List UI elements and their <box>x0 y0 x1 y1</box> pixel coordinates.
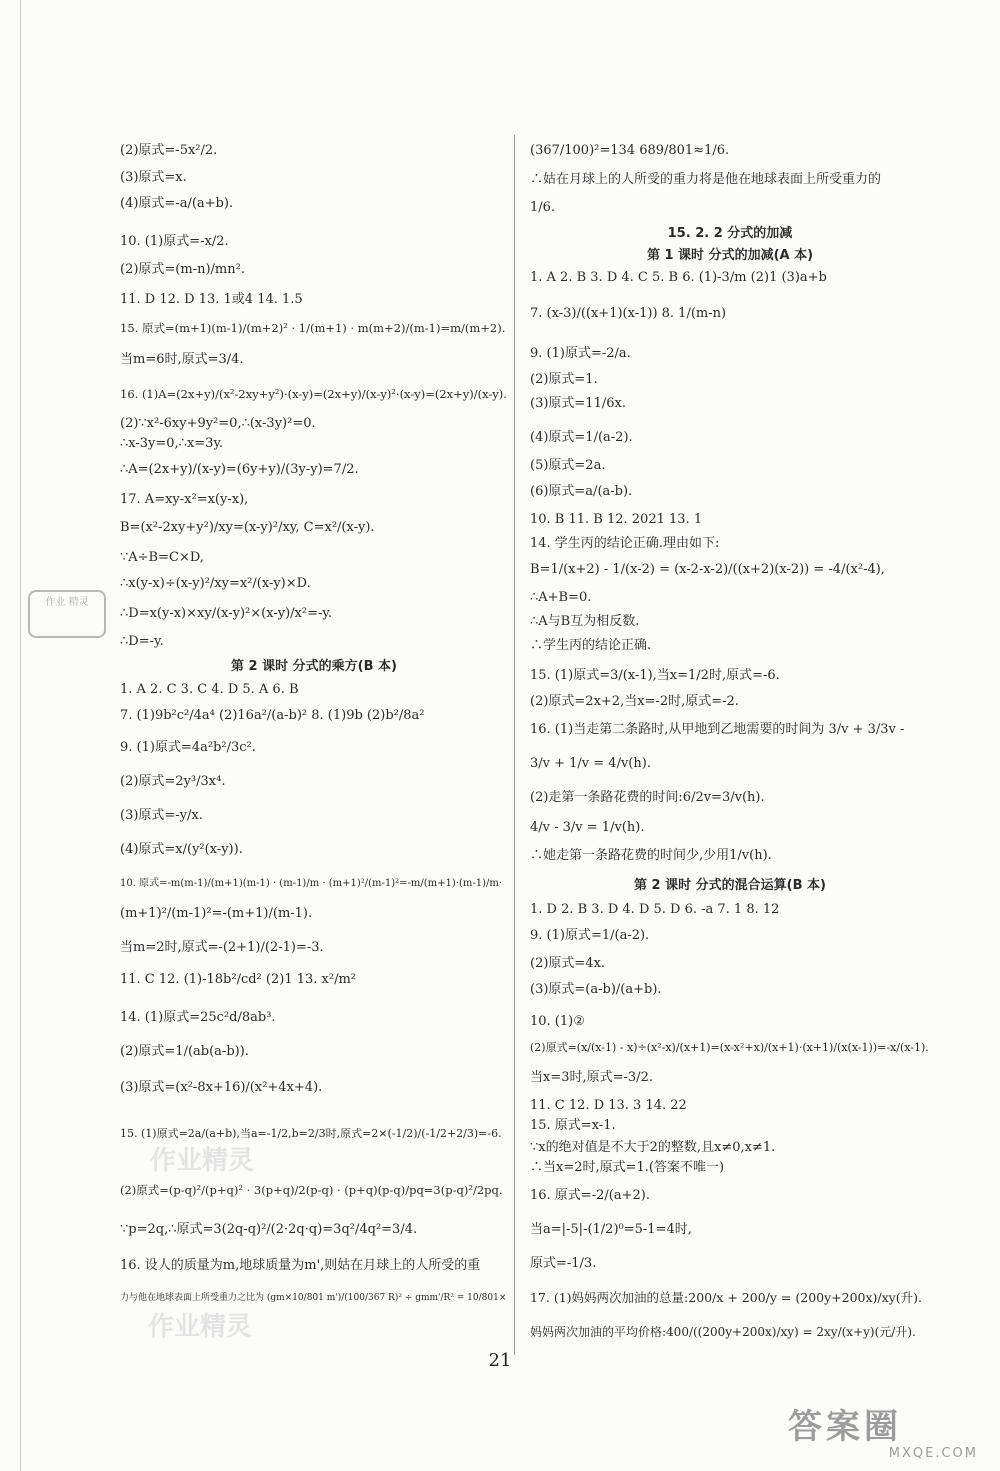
answer-line: 16. 设人的质量为m,地球质量为m',则姑在月球上的人所受的重 <box>120 1258 481 1273</box>
answer-line: ∵p=2q,∴原式=3(2q-q)²/(2·2q·q)=3q²/4q²=3/4. <box>120 1222 418 1237</box>
logo-url-text: MXQE.COM <box>888 1446 978 1461</box>
column-divider <box>514 135 515 1355</box>
answer-line: (2)∵x²-6xy+9y²=0,∴(x-3y)²=0. <box>120 416 316 431</box>
answer-line: (2)原式=-5x²/2. <box>120 143 218 158</box>
answer-line: (367/100)²=134 689/801≈1/6. <box>530 143 730 158</box>
answer-line: 14. (1)原式=25c²d/8ab³. <box>120 1010 276 1025</box>
answer-line: (3)原式=-y/x. <box>120 808 203 823</box>
answer-line: (2)原式=4x. <box>530 956 606 971</box>
answer-line: (4)原式=1/(a-2). <box>530 430 633 445</box>
answer-line: (3)原式=(a-b)/(a+b). <box>530 982 662 997</box>
answer-line: 当x=3时,原式=-3/2. <box>530 1070 653 1085</box>
answer-line: 10. 原式=-m(m-1)/(m+1)(m-1) · (m-1)/m · (m+1)²/(m-1)²=-m/(m+1)·(m-1)/m· <box>120 878 503 889</box>
answer-line: ∵A÷B=C×D, <box>120 550 204 565</box>
answer-line: ∴A=(2x+y)/(x-y)=(6y+y)/(3y-y)=7/2. <box>120 462 359 477</box>
answer-line: 当a=|-5|-(1/2)⁰=5-1=4时, <box>530 1222 692 1237</box>
answer-line: 9. (1)原式=1/(a-2). <box>530 928 650 943</box>
answer-line: (2)原式=(m-n)/mn². <box>120 262 245 277</box>
answer-line: 11. C 12. D 13. 3 14. 22 <box>530 1098 687 1113</box>
stamp-text: 作业 精灵 <box>45 597 89 608</box>
answer-line: 当m=2时,原式=-(2+1)/(2-1)=-3. <box>120 940 324 955</box>
answer-line: 原式=-1/3. <box>530 1256 597 1271</box>
answer-line: (m+1)²/(m-1)²=-(m+1)/(m-1). <box>120 906 313 921</box>
answer-line: 11. D 12. D 13. 1或4 14. 1.5 <box>120 292 303 307</box>
answer-line: ∴学生丙的结论正确. <box>530 638 652 653</box>
answer-line: (2)原式=(p-q)²/(p+q)² · 3(p+q)/2(p-q) · (p+q)(p-q)/pq=3(p-q)²/2pq. <box>120 1183 503 1197</box>
answer-line: (4)原式=x/(y²(x-y)). <box>120 842 243 857</box>
section-heading: 第 2 课时 分式的混合运算(B 本) <box>634 878 826 893</box>
answer-line: (5)原式=2a. <box>530 458 606 473</box>
logo-main-text: 答案圈 <box>788 1407 902 1447</box>
answer-line: 14. 学生丙的结论正确.理由如下: <box>530 536 720 551</box>
answer-line: 7. (1)9b²c²/4a⁴ (2)16a²/(a-b)² 8. (1)9b (2)b²/8a² <box>120 708 425 723</box>
answer-line: 15. 原式=(m+1)(m-1)/(m+2)² · 1/(m+1) · m(m+2)/(m-1)=m/(m+2). <box>120 321 506 335</box>
section-heading: 第 1 课时 分式的加减(A 本) <box>646 248 814 263</box>
answer-line: 10. B 11. B 12. 2021 13. 1 <box>530 512 703 527</box>
answer-line: 9. (1)原式=4a²b²/3c². <box>120 740 256 755</box>
answer-line: ∴姑在月球上的人所受的重力将是他在地球表面上所受重力的 <box>530 172 882 187</box>
answer-line: 妈妈两次加油的平均价格:400/((200y+200x)/xy) = 2xy/(x+y)(元/升). <box>530 1325 916 1339</box>
answer-line: 17. (1)妈妈两次加油的总量:200/x + 200/y = (200y+200x)/xy(升). <box>530 1290 922 1305</box>
answer-line: 16. (1)当走第二条路时,从甲地到乙地需要的时间为 3/v + 3/3v - <box>530 722 905 737</box>
answer-line: ∴A+B=0. <box>530 590 592 605</box>
answer-line: ∴D=x(y-x)×xy/(x-y)²×(x-y)/x²=-y. <box>120 606 333 621</box>
answer-line: (6)原式=a/(a-b). <box>530 484 633 499</box>
answer-line: 4/v - 3/v = 1/v(h). <box>530 820 645 835</box>
answer-line: ∵x的绝对值是不大于2的整数,且x≠0,x≠1. <box>530 1140 776 1155</box>
answer-line: (3)原式=11/6x. <box>530 396 626 411</box>
answer-line: 1/6. <box>530 200 556 215</box>
section-heading: 第 2 课时 分式的乘方(B 本) <box>231 659 397 674</box>
answer-line: (2)原式=2y³/3x⁴. <box>120 774 226 789</box>
answer-line: 1. A 2. B 3. D 4. C 5. B 6. (1)-3/m (2)1 (3)a+b <box>530 270 827 285</box>
answer-line: ∴x-3y=0,∴x=3y. <box>120 436 224 451</box>
answer-line: 16. 原式=-2/(a+2). <box>530 1188 650 1203</box>
site-logo <box>788 1408 988 1464</box>
answer-line: 当m=6时,原式=3/4. <box>120 352 244 367</box>
answer-line: B=1/(x+2) - 1/(x-2) = (x-2-x-2)/((x+2)(x-2)) = -4/(x²-4), <box>530 562 885 577</box>
answer-line: 11. C 12. (1)-18b²/cd² (2)1 13. x²/m² <box>120 972 356 987</box>
answer-line: 17. A=xy-x²=x(y-x), <box>120 492 249 507</box>
page-margin-line <box>20 0 21 1471</box>
answer-line: (2)原式=1/(ab(a-b)). <box>120 1044 249 1059</box>
answer-line: (2)原式=1. <box>530 372 598 387</box>
page-number: 21 <box>488 1350 512 1371</box>
answer-line: 力与他在地球表面上所受重力之比为 (gm×10/801 m')/(100/367 R)² ÷ gmm'/R² = 10/801× <box>120 1293 507 1303</box>
watermark: 作业精灵 <box>150 1146 255 1176</box>
answer-line: 15. (1)原式=3/(x-1),当x=1/2时,原式=-6. <box>530 668 780 683</box>
answer-line: ∴A与B互为相反数. <box>530 614 640 629</box>
answer-line: 15. (1)原式=2a/(a+b),当a=-1/2,b=2/3时,原式=2×(-1/2)/(-1/2+2/3)=-6. <box>120 1127 502 1140</box>
answer-line: 1. A 2. C 3. C 4. D 5. A 6. B <box>120 682 299 697</box>
answer-line: (3)原式=(x²-8x+16)/(x²+4x+4). <box>120 1080 323 1095</box>
homework-stamp <box>28 590 106 638</box>
answer-line: (4)原式=-a/(a+b). <box>120 196 234 211</box>
answer-line: 15. 原式=x-1. <box>530 1118 616 1133</box>
answer-line: (2)走第一条路花费的时间:6/2v=3/v(h). <box>530 790 765 805</box>
answer-line: 7. (x-3)/((x+1)(x-1)) 8. 1/(m-n) <box>530 306 727 321</box>
answer-line: 10. (1)原式=-x/2. <box>120 234 229 249</box>
section-heading: 15. 2. 2 分式的加减 <box>667 226 793 241</box>
answer-line: 3/v + 1/v = 4/v(h). <box>530 756 651 771</box>
answer-line: (2)原式=2x+2,当x=-2时,原式=-2. <box>530 694 739 709</box>
answer-line: ∴D=-y. <box>120 634 164 649</box>
answer-line: B=(x²-2xy+y²)/xy=(x-y)²/xy, C=x²/(x-y). <box>120 520 375 535</box>
answer-line: ∴x(y-x)÷(x-y)²/xy=x²/(x-y)×D. <box>120 576 311 591</box>
watermark: 作业精灵 <box>148 1312 253 1342</box>
answer-line: (3)原式=x. <box>120 170 187 185</box>
answer-line: 1. D 2. B 3. D 4. D 5. D 6. -a 7. 1 8. 12 <box>530 902 780 917</box>
answer-line: ∴当x=2时,原式=1.(答案不唯一) <box>530 1160 725 1175</box>
answer-line: 16. (1)A=(2x+y)/(x²-2xy+y²)·(x-y)=(2x+y)/(x-y)²·(x-y)=(2x+y)/(x-y). <box>120 387 507 401</box>
answer-line: (2)原式=(x/(x-1) - x)÷(x²-x)/(x+1)=(x-x²+x)/(x+1)·(x+1)/(x(x-1))=-x/(x-1). <box>530 1041 929 1054</box>
answer-line: 10. (1)② <box>530 1014 585 1029</box>
answer-line: ∴她走第一条路花费的时间少,少用1/v(h). <box>530 848 772 863</box>
answer-line: 9. (1)原式=-2/a. <box>530 346 631 361</box>
